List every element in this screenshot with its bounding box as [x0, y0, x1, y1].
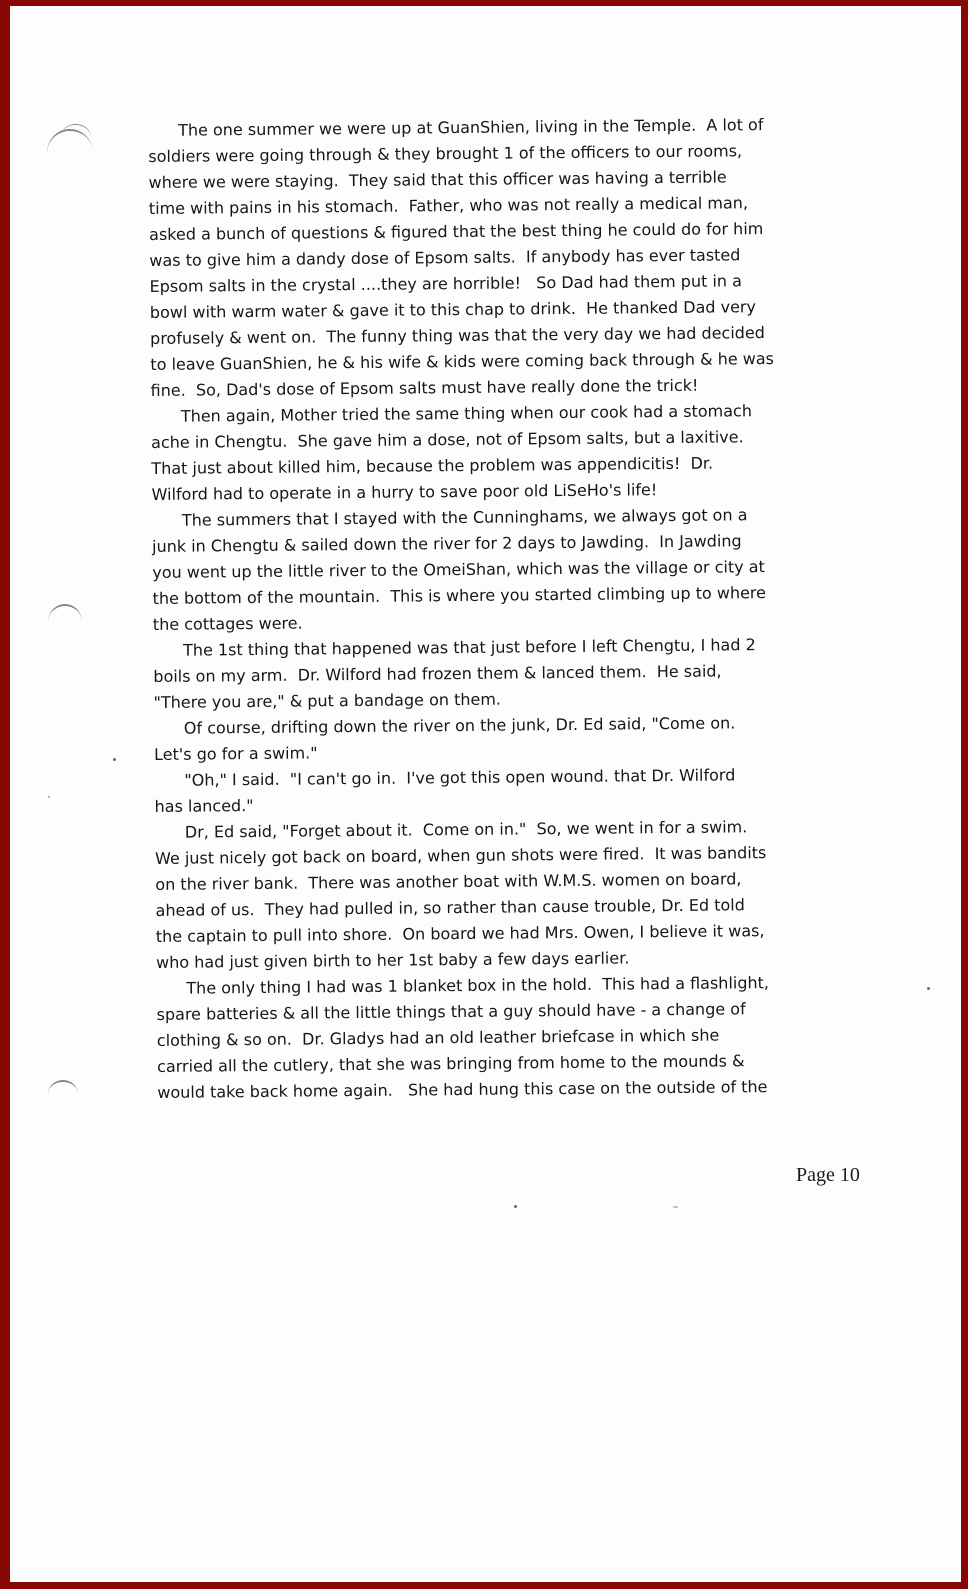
scan-speck	[48, 796, 50, 798]
paragraph: Of course, drifting down the river on the junk, Dr. Ed said, "Come on. Let's go for a swim."	[154, 713, 736, 764]
scan-speck	[673, 1206, 678, 1208]
scan-arc-mark	[48, 1080, 78, 1094]
page-text	[148, 110, 947, 1106]
scan-speck	[113, 758, 116, 761]
paragraph: The one summer we were up at GuanShien, living in the Temple. A lot of soldiers were going through & they brought 1 of the officers to our rooms, where we were staying. They said that this officer was having a terrible time with pains in his stomach. Father, who was not really a medical man, asked a bunch of questions & figured that the best thing he could do for him was to give him a dandy dose of Epsom salts. If anybody has ever tasted Epsom salts in the crystal ....they are horrible! So Dad had them put in a bowl with warm water & gave it to this chap to drink. He thanked Dad very profusely & went on. The funny thing was that the very day we had decided to leave GuanShien, he & his wife & kids were coming back through & he was fine. So, Dad's dose of Epsom salts must have really done the trick!	[148, 115, 775, 400]
paragraph: Dr, Ed said, "Forget about it. Come on in." So, we went in for a swim. We just nicely got back on board, when gun shots were fired. It was bandits on the river bank. There was another boat with W.M.S. women on board, ahead of us. They had pulled in, so rather than cause trouble, Dr. Ed told the captain to pull into shore. On board we had Mrs. Owen, I believe it was, who had just given birth to her 1st baby a few days earlier.	[155, 817, 767, 972]
paragraph: Then again, Mother tried the same thing when our cook had a stomach ache in Chengtu. She gave him a dose, not of Epsom salts, but a laxitive. That just about killed him, because the problem was appendicitis! Dr. Wilford had to operate in a hurry to save poor old LiSeHo's life!	[151, 401, 753, 504]
paragraph: The 1st thing that happened was that just before I left Chengtu, I had 2 boils on my arm. Dr. Wilford had frozen them & lanced them. He said, "There you are," & put a bandage on them.	[153, 635, 756, 712]
paragraph: The summers that I stayed with the Cunninghams, we always got on a junk in Chengtu & sailed down the river for 2 days to Jawding. In Jawding you went up the little river to the OmeiShan, which was the village or city at the bottom of the mountain. This is where you started climbing up to where the cottages were.	[152, 505, 767, 634]
page-number: Page 10	[796, 1164, 860, 1186]
scan-speck	[514, 1205, 517, 1208]
scan-arc-mark	[48, 604, 82, 622]
paragraph: "Oh," I said. "I can't go in. I've got this open wound. that Dr. Wilford has lanced."	[154, 765, 736, 816]
paragraph: The only thing I had was 1 blanket box in the hold. This had a flashlight, spare batteries & all the little things that a guy should have - a change of clothing & so on. Dr. Gladys had an old leather briefcase in which she carried all the cutlery, that she was bringing from home to the mounds & would take back home again. She had hung this case on the outside of the	[156, 973, 770, 1102]
